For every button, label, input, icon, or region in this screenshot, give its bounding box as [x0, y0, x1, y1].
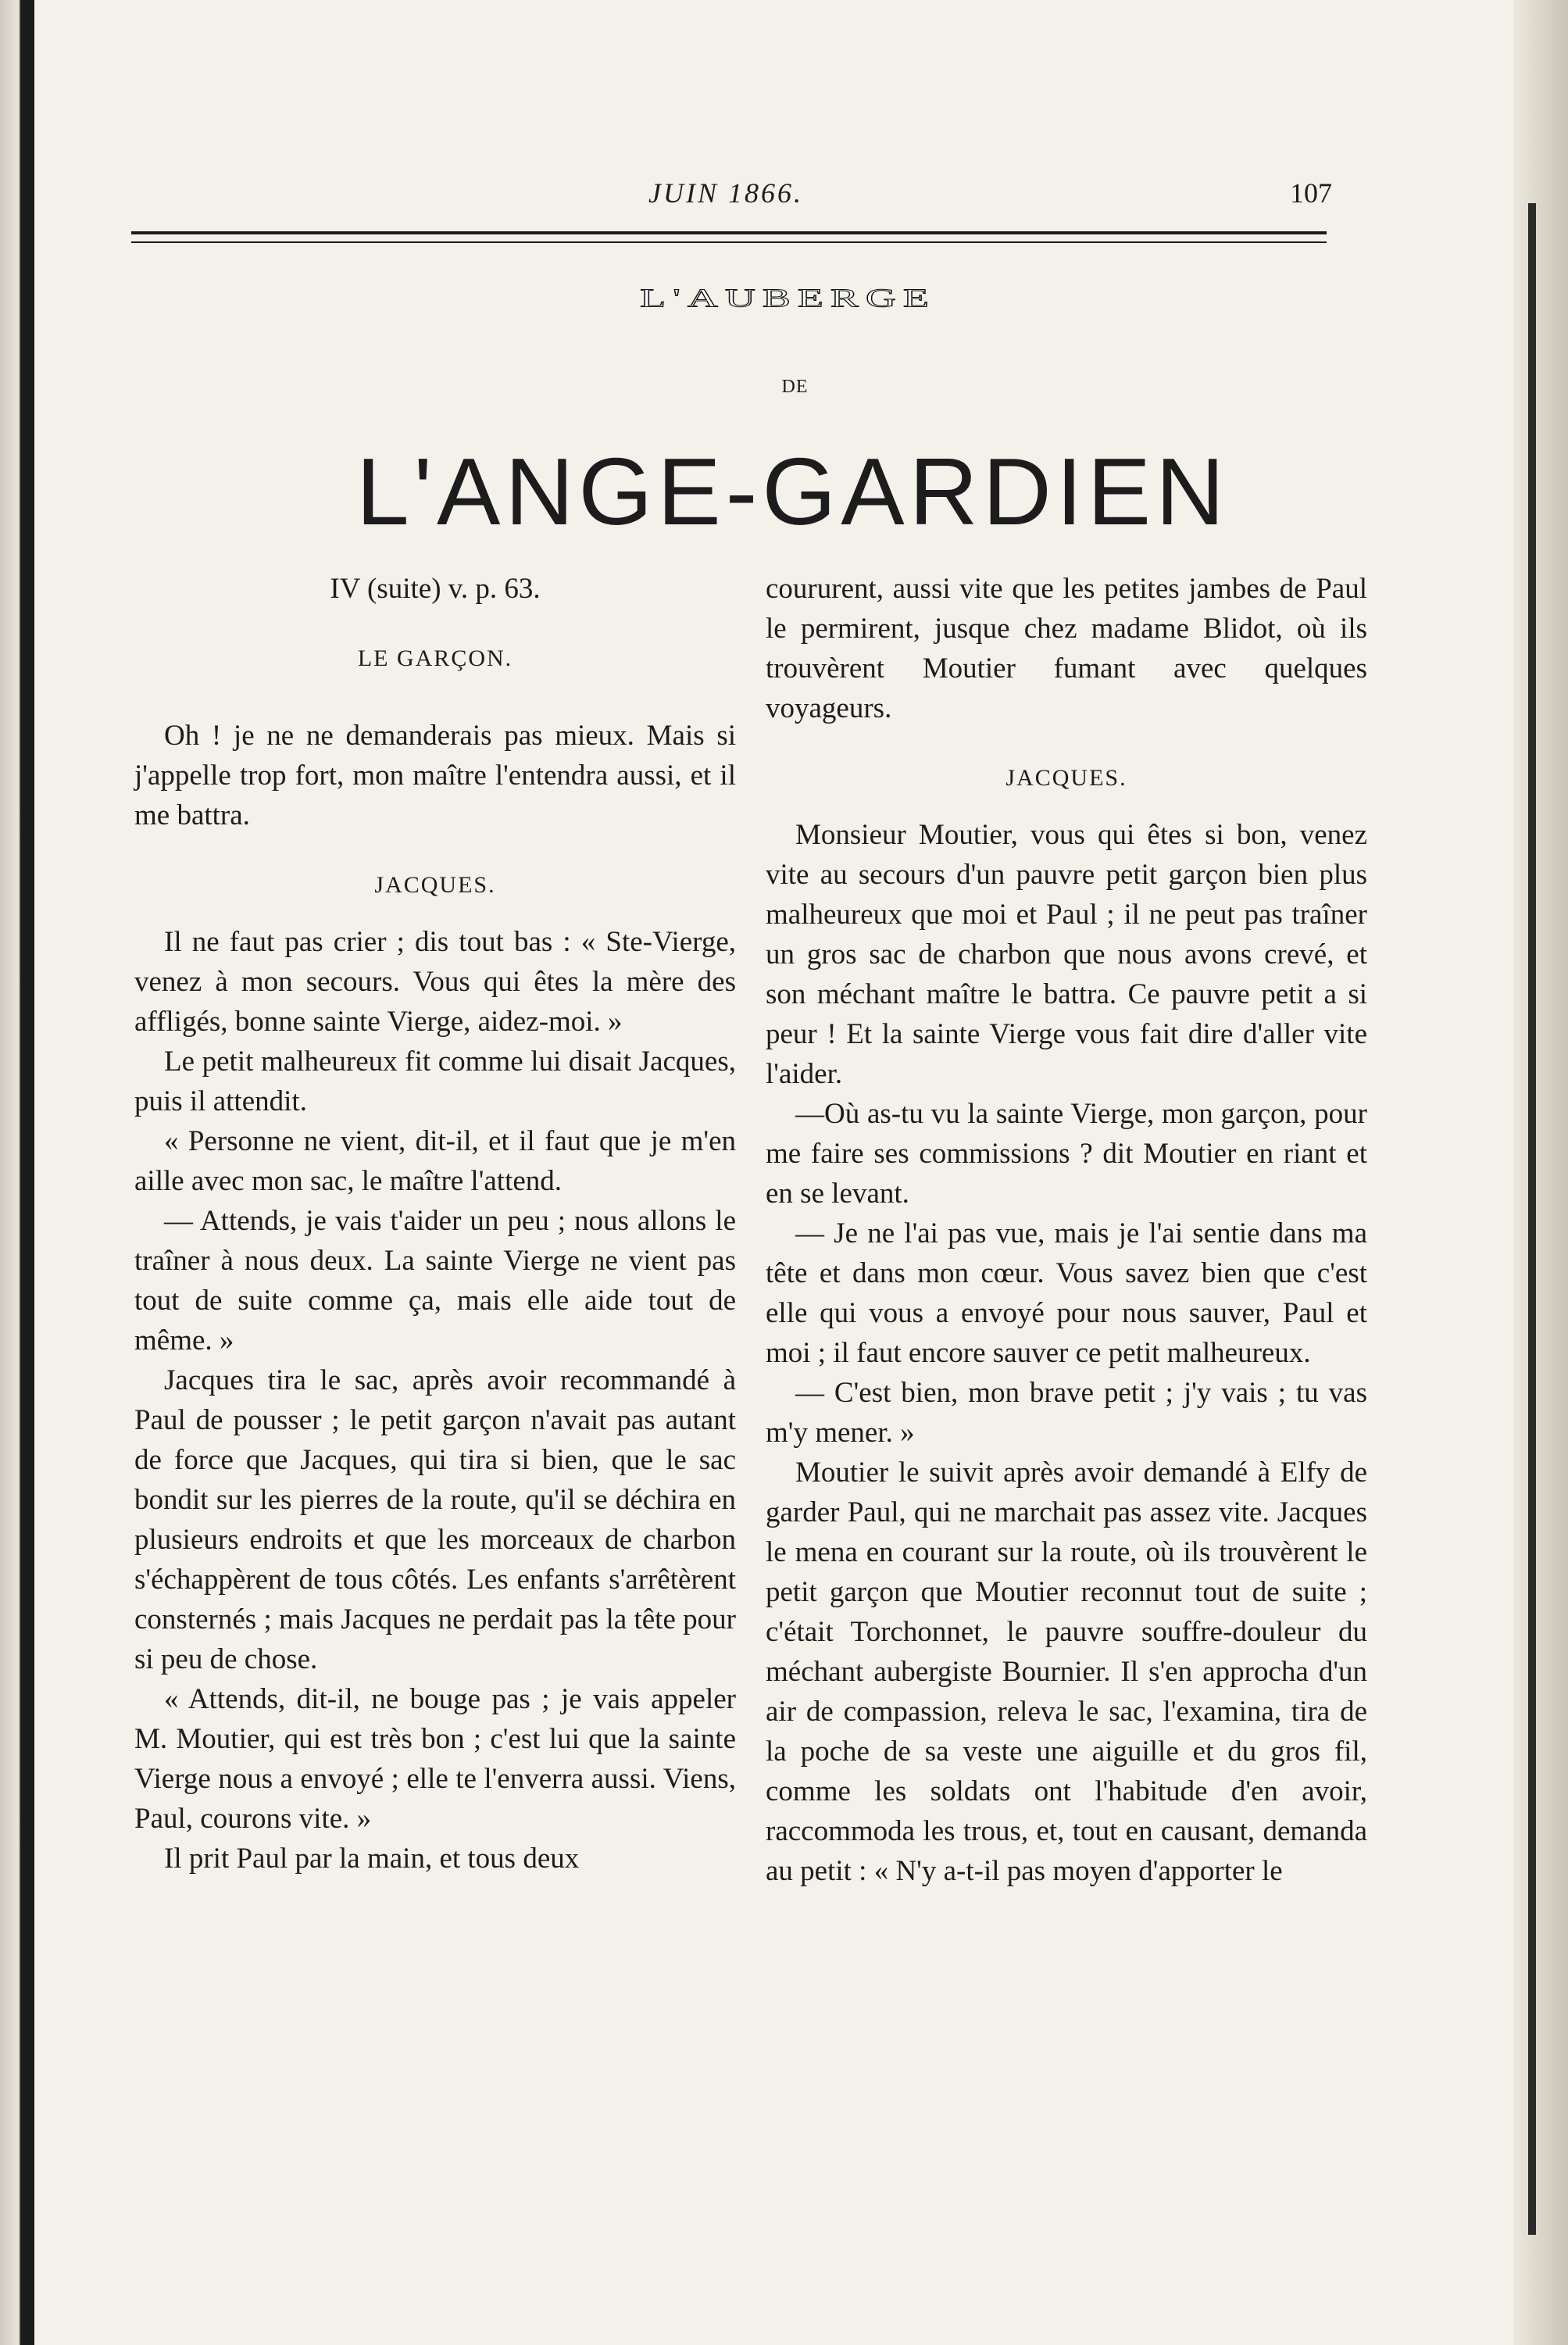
paragraph: Il ne faut pas crier ; dis tout bas : « Ste-Vierge, venez à mon secours. Vous qui êtes la mère des affligés, bonne sainte Vierge, aidez-moi. »: [134, 926, 736, 1038]
page-number: 107: [1290, 177, 1332, 209]
page-binding-edge: [0, 0, 34, 2345]
speaker-heading: LE GARÇON.: [357, 645, 513, 671]
header-rule-thick: [131, 231, 1327, 234]
title-line-1: L'AUBERGE: [640, 283, 936, 313]
paragraph: Oh ! je ne ne demanderais pas mieux. Mais si j'appelle trop fort, mon maître l'entendra aussi, et il me battra.: [134, 720, 736, 831]
speaker-heading: JACQUES.: [1005, 765, 1127, 791]
header-rule-thin: [131, 241, 1327, 243]
paragraph: — Je ne l'ai pas vue, mais je l'ai sentie dans ma tête et dans mon cœur. Vous savez bien que c'est elle qui vous a envoyé pour nous sauver, Paul et moi ; il faut encore sauver ce petit malheureux.: [766, 1217, 1367, 1369]
text-column-left: [134, 569, 736, 1879]
speaker-heading: JACQUES.: [374, 872, 496, 898]
paragraph: Le petit malheureux fit comme lui disait Jacques, puis il attendit.: [134, 1046, 736, 1117]
paragraph: —Où as-tu vu la sainte Vierge, mon garçon, pour me faire ses commissions ? dit Moutier en riant et en se levant.: [766, 1098, 1367, 1210]
paragraph: — C'est bien, mon brave petit ; j'y vais ; tu vas m'y mener. »: [766, 1377, 1367, 1449]
header-date: JUIN 1866.: [648, 177, 803, 209]
text-column-right: [766, 569, 1367, 1891]
paragraph: — Attends, je vais t'aider un peu ; nous allons le traîner à nous deux. La sainte Vierge ne vient pas tout de suite comme ça, mais elle aide tout de même. »: [134, 1205, 736, 1357]
paragraph: « Attends, dit-il, ne bouge pas ; je vais appeler M. Moutier, qui est très bon ; c'est lui que la sainte Vierge nous a envoyé ; elle te l'enverra aussi. Viens, Paul, courons vite. »: [134, 1683, 736, 1835]
paragraph: coururent, aussi vite que les petites jambes de Paul le permirent, jusque chez madame Blidot, où ils trouvèrent Moutier fumant avec quelques voyageurs.: [766, 573, 1367, 724]
paragraph: Moutier le suivit après avoir demandé à Elfy de garder Paul, qui ne marchait pas assez vite. Jacques le mena en courant sur la route, où ils trouvèrent le petit garçon que Moutier reconnut tout de suite ; c'était Torchonnet, le pauvre souffre-douleur du méchant aubergiste Bournier. Il s'en approcha d'un air de compassion, releva le sac, l'examina, tira de la poche de sa veste une aiguille et du gros fil, comme les soldats ont l'habitude d'en avoir, raccommoda les trous, et, tout en causant, demanda au petit : « N'y a-t-il pas moyen d'apporter le: [766, 1457, 1367, 1887]
paragraph: Jacques tira le sac, après avoir recommandé à Paul de pousser ; le petit garçon n'avait pas autant de force que Jacques, qui tira si bien, que le sac bondit sur les pierres de la route, qu'il se déchira en plusieurs endroits et que les morceaux de charbon s'échappèrent de tous côtés. Les enfants s'arrêtèrent consternés ; mais Jacques ne perdait pas la tête pour si peu de chose.: [134, 1364, 736, 1675]
paragraph: Monsieur Moutier, vous qui êtes si bon, venez vite au secours d'un pauvre petit garçon bien plus malheureux que moi et Paul ; il ne peut pas traîner un gros sac de charbon que nous avons crevé, et son méchant maître le battra. Ce pauvre petit a si peur ! Et la sainte Vierge vous fait dire d'aller vite l'aider.: [766, 819, 1367, 1090]
paragraph: « Personne ne vient, dit-il, et il faut que je m'en aille avec mon sac, le maître l'attend.: [134, 1125, 736, 1197]
running-header: [129, 177, 1332, 216]
title-line-2: DE: [781, 377, 809, 397]
title-main: L'ANGE-GARDIEN: [355, 438, 1230, 545]
chapter-reference: IV (suite) v. p. 63.: [330, 573, 541, 605]
paragraph: Il prit Paul par la main, et tous deux: [164, 1843, 580, 1875]
page-right-margin: [1513, 0, 1568, 2345]
